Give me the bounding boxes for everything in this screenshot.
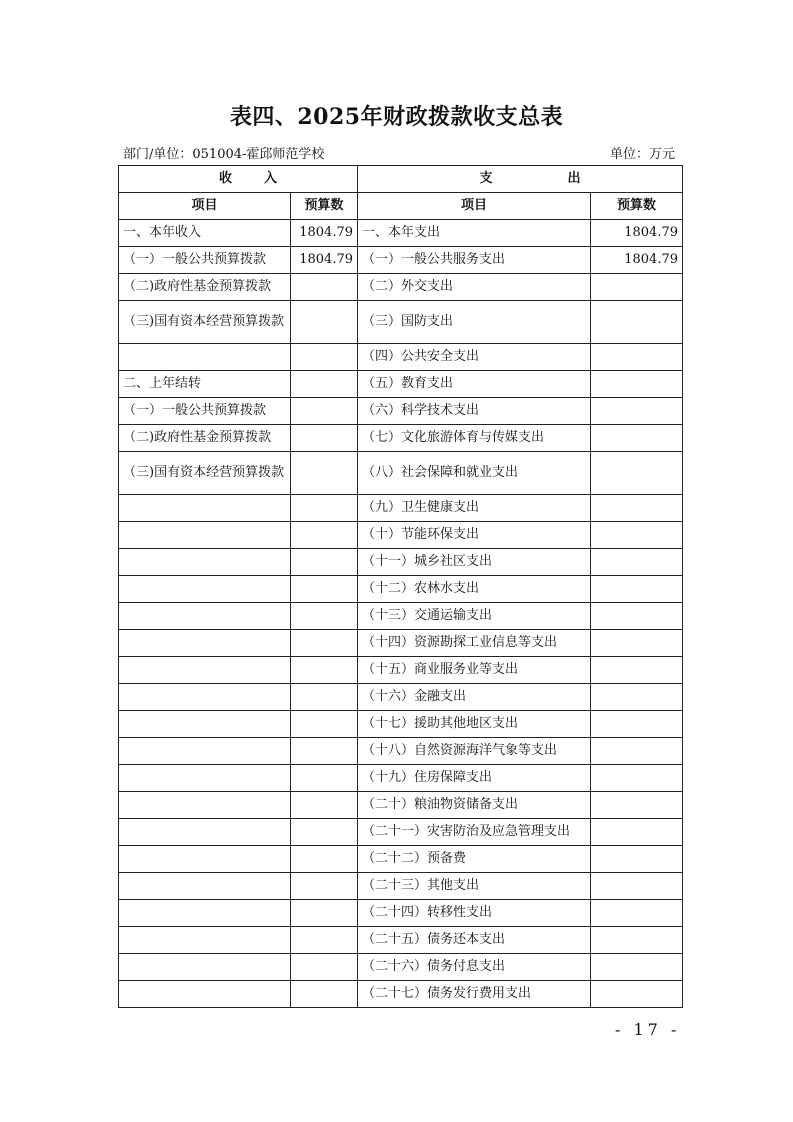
table-row	[119, 549, 683, 576]
income-item-cell	[119, 657, 291, 684]
expense-budget-cell	[591, 371, 683, 398]
expense-item-cell: （十）节能环保支出	[358, 522, 591, 549]
expense-budget-cell	[591, 684, 683, 711]
income-item-cell	[119, 549, 291, 576]
income-budget-cell	[291, 398, 358, 425]
expense-budget-cell	[591, 603, 683, 630]
income-budget-header: 预算数	[291, 193, 358, 220]
expense-item-cell: （十七）援助其他地区支出	[358, 711, 591, 738]
income-item-cell	[119, 846, 291, 873]
expense-item-cell: （五）教育支出	[358, 371, 591, 398]
table-row	[119, 630, 683, 657]
income-budget-cell	[291, 765, 358, 792]
income-item-cell: （一）一般公共预算拨款	[119, 398, 291, 425]
table-row	[119, 495, 683, 522]
income-budget-cell	[291, 344, 358, 371]
income-item-cell	[119, 927, 291, 954]
income-budget-cell	[291, 452, 358, 495]
income-budget-cell	[291, 684, 358, 711]
expense-item-cell: （二十）粮油物资储备支出	[358, 792, 591, 819]
table-row	[119, 657, 683, 684]
income-budget-cell	[291, 981, 358, 1008]
expense-item-cell: （一）一般公共服务支出	[358, 247, 591, 274]
unit-label: 单位：万元	[609, 147, 675, 162]
income-item-cell	[119, 792, 291, 819]
income-budget-cell	[291, 549, 358, 576]
expense-budget-cell	[591, 819, 683, 846]
expense-budget-cell	[591, 846, 683, 873]
section-header-row	[119, 166, 683, 193]
expense-item-cell: （三）国防支出	[358, 301, 591, 344]
income-item-cell: （二)政府性基金预算拨款	[119, 425, 291, 452]
expense-item-cell: （十一）城乡社区支出	[358, 549, 591, 576]
table-row	[119, 425, 683, 452]
table-row	[119, 900, 683, 927]
expense-budget-cell	[591, 522, 683, 549]
table-row	[119, 371, 683, 398]
expense-budget-cell	[591, 398, 683, 425]
table-row	[119, 954, 683, 981]
expense-budget-cell	[591, 927, 683, 954]
income-budget-cell: 1804.79	[291, 247, 358, 274]
expense-item-cell: （十二）农林水支出	[358, 576, 591, 603]
expense-budget-cell	[591, 344, 683, 371]
income-item-cell	[119, 603, 291, 630]
income-budget-cell	[291, 954, 358, 981]
table-row	[119, 576, 683, 603]
income-budget-cell	[291, 927, 358, 954]
expense-budget-cell: 1804.79	[591, 220, 683, 247]
table-row	[119, 452, 683, 495]
income-budget-cell	[291, 495, 358, 522]
department-label: 部门/单位：051004-霍邱师范学校	[123, 147, 325, 162]
table-row	[119, 792, 683, 819]
income-budget-cell	[291, 711, 358, 738]
expense-item-cell: （七）文化旅游体育与传媒支出	[358, 425, 591, 452]
income-item-cell: （二)政府性基金预算拨款	[119, 274, 291, 301]
table-row	[119, 711, 683, 738]
expense-budget-cell	[591, 549, 683, 576]
table-row	[119, 981, 683, 1008]
income-budget-cell	[291, 819, 358, 846]
page-title: 表四、2025年财政拨款收支总表	[229, 104, 564, 130]
expense-item-cell: （二十三）其他支出	[358, 873, 591, 900]
table-row	[119, 846, 683, 873]
income-item-cell: （三)国有资本经营预算拨款	[119, 452, 291, 495]
income-item-cell	[119, 684, 291, 711]
expense-budget-cell: 1804.79	[591, 247, 683, 274]
expense-item-cell: （九）卫生健康支出	[358, 495, 591, 522]
income-budget-cell: 1804.79	[291, 220, 358, 247]
expense-item-header: 项目	[358, 193, 591, 220]
table-row	[119, 398, 683, 425]
expense-item-cell: （二十六）债务付息支出	[358, 954, 591, 981]
expense-item-cell: （八）社会保障和就业支出	[358, 452, 591, 495]
expense-item-cell: （十九）住房保障支出	[358, 765, 591, 792]
expense-item-cell: （四）公共安全支出	[358, 344, 591, 371]
expense-budget-cell	[591, 630, 683, 657]
expense-item-cell: （二十五）债务还本支出	[358, 927, 591, 954]
expense-item-cell: （十四）资源勘探工业信息等支出	[358, 630, 591, 657]
expense-budget-header: 预算数	[591, 193, 683, 220]
income-item-cell	[119, 765, 291, 792]
expense-item-cell: （十八）自然资源海洋气象等支出	[358, 738, 591, 765]
income-budget-cell	[291, 630, 358, 657]
expense-item-cell: 一、本年支出	[358, 220, 591, 247]
expense-item-cell: （二十二）预备费	[358, 846, 591, 873]
income-item-cell	[119, 711, 291, 738]
income-header-char: 入	[263, 171, 277, 186]
income-item-header: 项目	[119, 193, 291, 220]
income-header	[119, 166, 358, 193]
income-budget-cell	[291, 900, 358, 927]
table-row	[119, 274, 683, 301]
income-header-char: 收	[218, 171, 232, 186]
budget-table	[118, 165, 683, 1008]
expense-budget-cell	[591, 873, 683, 900]
expense-header	[358, 166, 683, 193]
income-budget-cell	[291, 873, 358, 900]
table-row	[119, 247, 683, 274]
income-item-cell	[119, 873, 291, 900]
expense-budget-cell	[591, 765, 683, 792]
income-budget-cell	[291, 371, 358, 398]
expense-budget-cell	[591, 301, 683, 344]
income-item-cell	[119, 495, 291, 522]
table-row	[119, 603, 683, 630]
table-row	[119, 344, 683, 371]
income-item-cell	[119, 819, 291, 846]
expense-budget-cell	[591, 981, 683, 1008]
expense-budget-cell	[591, 425, 683, 452]
expense-budget-cell	[591, 495, 683, 522]
income-budget-cell	[291, 792, 358, 819]
table-row	[119, 819, 683, 846]
expense-budget-cell	[591, 657, 683, 684]
table-row	[119, 738, 683, 765]
income-item-cell	[119, 522, 291, 549]
table-row	[119, 765, 683, 792]
income-budget-cell	[291, 522, 358, 549]
expense-budget-cell	[591, 274, 683, 301]
income-item-cell	[119, 954, 291, 981]
column-header-row	[119, 193, 683, 220]
expense-header-char: 出	[567, 171, 581, 186]
expense-budget-cell	[591, 711, 683, 738]
page-number: - 17 -	[615, 1020, 681, 1039]
income-budget-cell	[291, 846, 358, 873]
income-item-cell	[119, 630, 291, 657]
income-item-cell	[119, 344, 291, 371]
income-item-cell: 二、上年结转	[119, 371, 291, 398]
income-budget-cell	[291, 738, 358, 765]
income-item-cell	[119, 900, 291, 927]
expense-budget-cell	[591, 954, 683, 981]
expense-item-cell: （十三）交通运输支出	[358, 603, 591, 630]
income-item-cell	[119, 981, 291, 1008]
income-item-cell	[119, 738, 291, 765]
income-item-cell: （三)国有资本经营预算拨款	[119, 301, 291, 344]
income-item-cell: （一）一般公共预算拨款	[119, 247, 291, 274]
expense-item-cell: （二）外交支出	[358, 274, 591, 301]
expense-item-cell: （六）科学技术支出	[358, 398, 591, 425]
income-item-cell	[119, 576, 291, 603]
expense-budget-cell	[591, 900, 683, 927]
income-budget-cell	[291, 301, 358, 344]
income-budget-cell	[291, 657, 358, 684]
expense-item-cell: （二十一）灾害防治及应急管理支出	[358, 819, 591, 846]
expense-budget-cell	[591, 792, 683, 819]
expense-item-cell: （十五）商业服务业等支出	[358, 657, 591, 684]
income-budget-cell	[291, 603, 358, 630]
expense-budget-cell	[591, 452, 683, 495]
table-row	[119, 927, 683, 954]
table-row	[119, 220, 683, 247]
income-budget-cell	[291, 576, 358, 603]
table-row	[119, 873, 683, 900]
income-budget-cell	[291, 274, 358, 301]
expense-header-char: 支	[479, 171, 493, 186]
expense-budget-cell	[591, 576, 683, 603]
expense-item-cell: （十六）金融支出	[358, 684, 591, 711]
expense-item-cell: （二十七）债务发行费用支出	[358, 981, 591, 1008]
table-row	[119, 301, 683, 344]
income-budget-cell	[291, 425, 358, 452]
table-row	[119, 522, 683, 549]
expense-budget-cell	[591, 738, 683, 765]
income-item-cell: 一、本年收入	[119, 220, 291, 247]
expense-item-cell: （二十四）转移性支出	[358, 900, 591, 927]
table-row	[119, 684, 683, 711]
